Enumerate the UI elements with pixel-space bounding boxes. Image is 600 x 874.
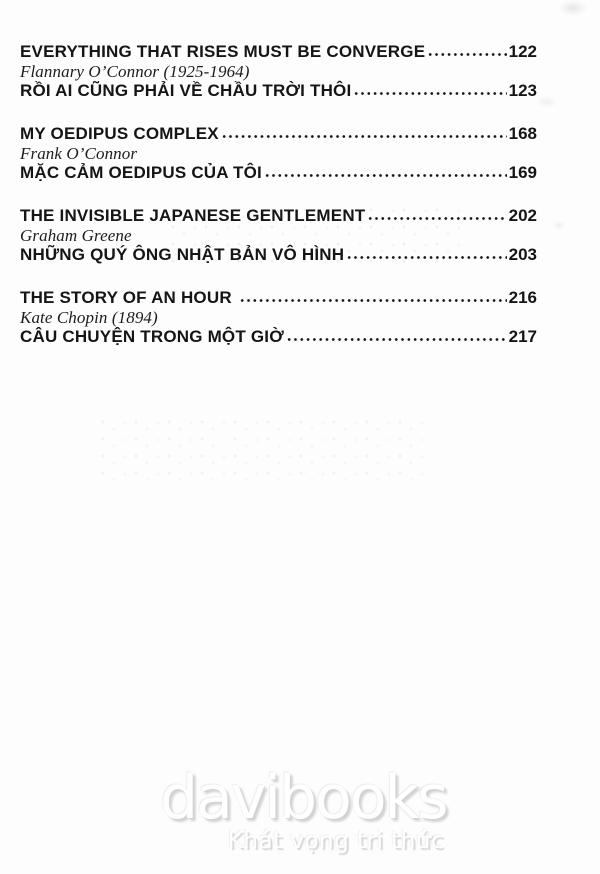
davibooks-watermark [160,763,447,854]
story-title: THE STORY OF AN HOUR [20,288,237,307]
scan-artifact [552,220,566,230]
dot-leader [428,52,506,57]
translated-title: MẶC CẢM OEDIPUS CỦA TÔI [20,163,262,182]
page-number: 203 [508,245,537,264]
translated-title: NHỮNG QUÝ ÔNG NHẬT BẢN VÔ HÌNH [20,245,345,264]
page-number: 123 [508,81,537,100]
toc-title-row [20,206,537,226]
toc-translation-row [20,163,537,183]
dot-leader [287,337,507,342]
watermark-tagline: Khát vọng tri thức [227,828,444,854]
page-number: 168 [508,124,537,143]
toc-translation-row [20,245,537,265]
dot-leader [354,91,506,96]
table-of-contents [20,42,537,370]
story-title: EVERYTHING THAT RISES MUST BE CONVERGE [20,42,426,61]
page-number: 217 [508,327,537,346]
toc-title-row [20,288,537,308]
translated-title: CÂU CHUYỆN TRONG MỘT GIỜ [20,327,284,346]
toc-entry [20,124,537,183]
translated-title: RỒI AI CŨNG PHẢI VỀ CHẦU TRỜI THÔI [20,81,352,100]
watermark-logo-text: davibooks [160,763,447,833]
toc-entry [20,288,537,347]
toc-translation-row [20,327,537,347]
dot-leader [265,173,507,178]
toc-title-row [20,124,537,144]
scan-artifact [558,0,588,16]
page-number: 169 [508,163,537,182]
scan-artifact [536,96,558,108]
toc-entry [20,206,537,265]
toc-title-row [20,42,537,62]
dot-leader [347,255,506,260]
page-number: 122 [508,42,537,61]
page-number: 216 [508,288,537,307]
dot-leader [240,298,507,303]
author-line: Frank O’Connor [20,144,138,163]
author-line: Flannary O’Connor (1925-1964) [20,62,250,81]
dot-leader [222,134,507,139]
story-title: MY OEDIPUS COMPLEX [20,124,219,143]
story-title: THE INVISIBLE JAPANESE GENTLEMENT [20,206,366,225]
toc-translation-row [20,81,537,101]
author-line: Kate Chopin (1894) [20,308,158,327]
author-line: Graham Greene [20,226,132,245]
page-number: 202 [508,206,537,225]
toc-entry [20,42,537,101]
dot-leader [368,216,506,221]
scan-artifact [100,418,430,480]
